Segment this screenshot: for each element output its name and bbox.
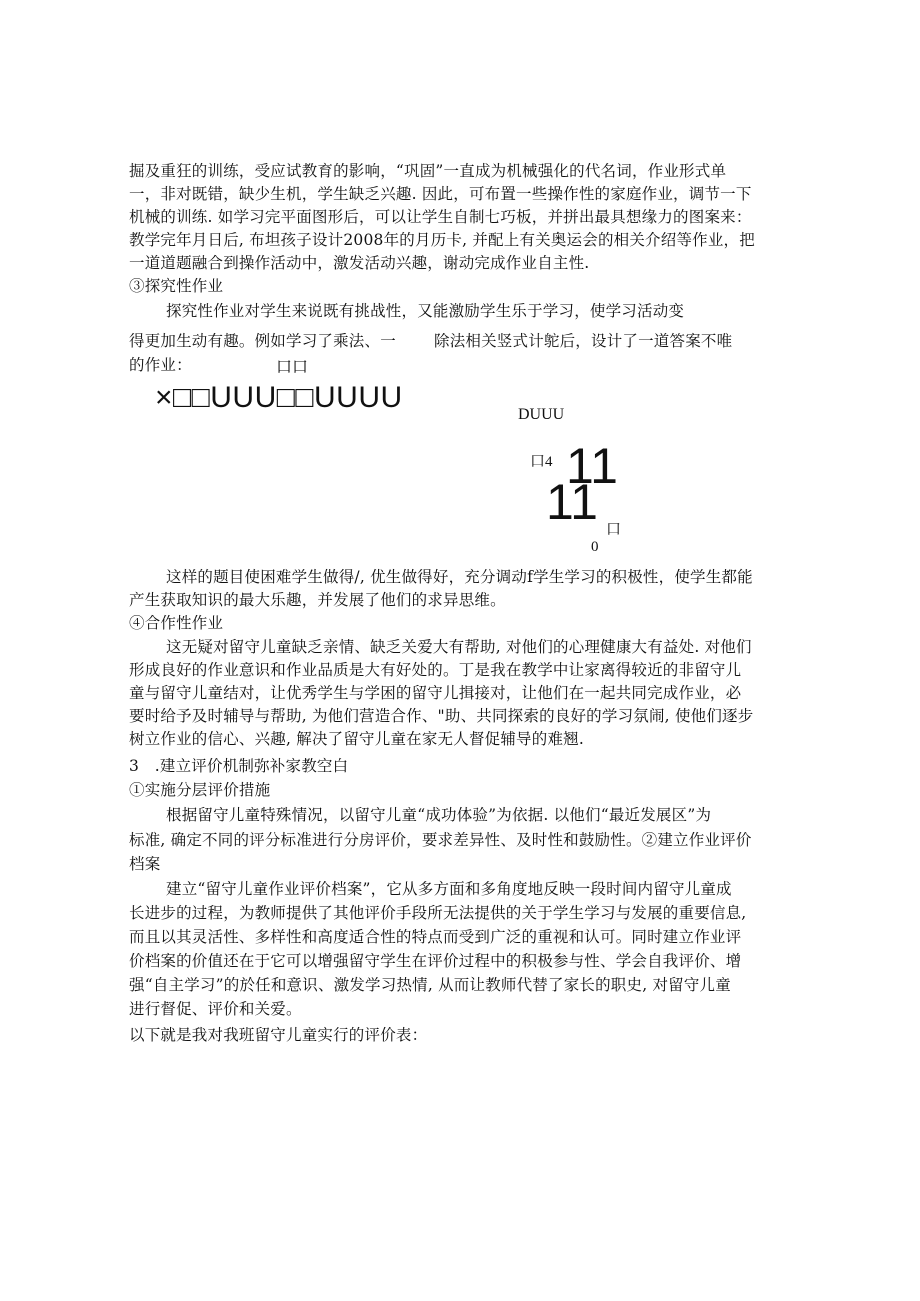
- para6-line: 价档案的价值还在于它可以增强留守学生在评价过程中的积极参与性、学会自我评价、增: [129, 952, 742, 970]
- para3-line: 这样的题目使困难学生做得/, 优生做得好，充分调动f学生学习的积极性，使学生都能: [166, 568, 753, 586]
- para5-line: 档案: [129, 855, 161, 873]
- zero-label: 0: [591, 539, 599, 555]
- para1-line: 一道道题融合到操作活动中，激发活动兴趣，谢动完成作业自主性.: [129, 254, 590, 272]
- box-4-label: 口4: [530, 454, 553, 470]
- heading-inquiry-homework: ③探究性作业: [129, 277, 224, 295]
- para2-line: 得更加生动有趣。例如学习了乘法、一: [129, 332, 396, 350]
- heading-cooperative-homework: ④合作性作业: [129, 614, 224, 632]
- para5-line: 标准, 确定不同的评分标准进行分房评价，要求差异性、及时性和鼓励性。②建立作业评价: [129, 831, 752, 849]
- para6-line: 进行督促、评价和关爱。: [129, 1000, 302, 1018]
- para6-line: 长进步的过程，为教师提供了其他评价手段所无法提供的关于学生学习与发展的重要信息,: [129, 904, 747, 922]
- para6-line: 而且以其灵活性、多样性和高度适合性的特点而受到广泛的重视和认可。同时建立作业评: [129, 928, 742, 946]
- heading-section-3: 3 .建立评价机制弥补家教空白: [129, 757, 349, 775]
- para2-line: 的作业：: [129, 356, 192, 374]
- formula-left: ×□□UUU□□UUUU: [155, 381, 403, 414]
- heading-layered-evaluation: ①实施分层评价措施: [129, 781, 271, 799]
- para1-line: 机械的训练. 如学习完平面图形后，可以让学生自制七巧板，并拼出最具想缘力的图案来：: [129, 208, 752, 226]
- para5-line: 根据留守儿童特殊情况，以留守儿童“成功体验”为依据. 以他们“最近发展区”为: [166, 806, 712, 824]
- para1-line: 一，非对既错，缺少生机，学生缺乏兴趣. 因此，可布置一些操作性的家庭作业，调节一下: [129, 185, 752, 203]
- closing-line: 以下就是我对我班留守儿童实行的评价表：: [129, 1026, 428, 1044]
- para4-line: 形成良好的作业意识和作业品质是大有好处的。丁是我在教学中让家离得较近的非留守儿: [129, 661, 742, 679]
- para1-line: 掘及重狂的训练，受应试教育的影响，“巩固”一直成为机械强化的代名词，作业形式单: [129, 162, 727, 180]
- para2-line: 除法相关竖式计鸵后，设计了一道答案不唯: [434, 332, 733, 350]
- formula-right: DUUU: [518, 406, 565, 423]
- big-digits-bottom: 11: [546, 474, 598, 530]
- para4-line: 这无疑对留守儿童缺乏亲情、缺乏关爱大有帮助, 对他们的心理健康大有益处. 对他们: [166, 638, 752, 656]
- para3-line: 产生获取知识的最大乐趣，并发展了他们的求异思维。: [129, 591, 506, 609]
- para4-line: 树立作业的信心、兴趣, 解决了留守儿童在家无人督促辅导的难翘.: [129, 730, 584, 748]
- para4-line: 童与留守儿童结对，让优秀学生与学困的留守儿揖接对，让他们在一起共同完成作业，必: [129, 684, 742, 702]
- para2-line: 探究性作业对学生来说既有挑战性，又能激励学生乐于学习，使学习活动变: [166, 302, 685, 320]
- para6-line: 强“自主学习”的於任和意识、激发学习热情, 从而让教师代替了家长的职史, 对留守儿童: [129, 976, 731, 994]
- para1-line: 教学完年月日后, 布坦孩子设计2008年的月历卡, 并配上有关奥运会的相关介绍等作业，把: [129, 231, 755, 249]
- para6-line: 建立“留守儿童作业评价档案”，它从多方面和多角度地反映一段时间内留守儿童成: [166, 880, 732, 898]
- big-digits-top: 11: [566, 438, 618, 494]
- box-placeholder: 口口: [276, 357, 309, 376]
- para4-line: 要时给予及时辅导与帮助, 为他们营造合作、"助、共同探索的良好的学习氛闹, 使他们逐步: [129, 707, 754, 725]
- box-placeholder: 口: [606, 520, 622, 538]
